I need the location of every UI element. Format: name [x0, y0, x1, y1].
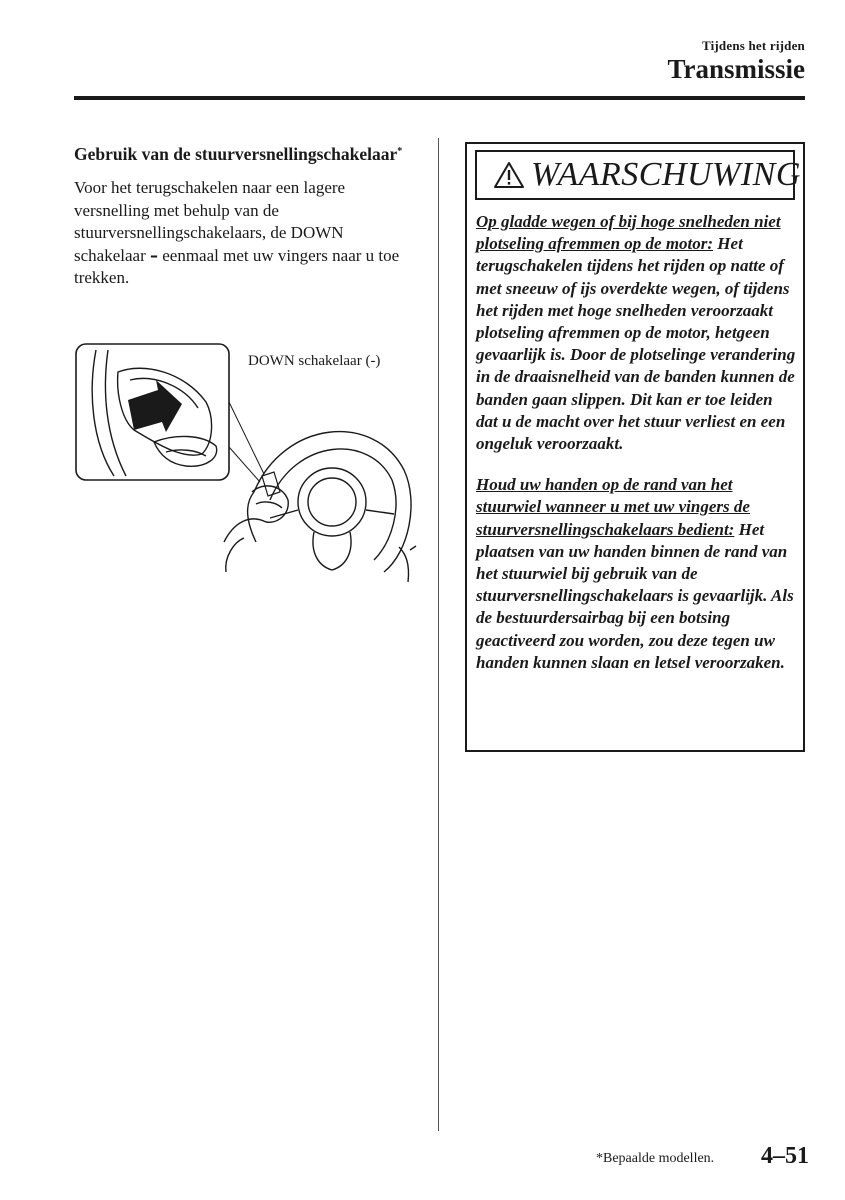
footnote-marker: *	[397, 146, 403, 157]
footnote: *Bepaalde modellen.	[596, 1151, 715, 1166]
instruction-text-part1: Voor het terugschakelen naar een lagere versnelling met behulp van de stuurversnellingschakelaars, de DOWN schakelaar	[74, 178, 346, 265]
section-heading	[74, 143, 419, 165]
column-divider	[438, 138, 439, 1131]
warning-item-lead: Houd uw handen op de rand van het stuurwiel wanneer u met uw vingers de stuurversnellingschakelaars bedient:	[476, 475, 750, 539]
pull-direction-arrow	[128, 380, 182, 432]
steering-wheel-illustration	[74, 342, 419, 592]
page-title: Transmissie	[667, 54, 805, 84]
warning-item-text: Het plaatsen van uw handen binnen de rand van het stuurwiel bij gebruik van de stuurversnellingschakelaars is gevaarlijk. Als de bestuurdersairbag bij een botsing geactiveerd zou worden, zou deze tegen uw handen kunnen slaan en letsel veroorzaken.	[476, 519, 794, 672]
minus-symbol: –	[149, 245, 158, 265]
down-switch-callout: DOWN schakelaar (-)	[248, 353, 381, 369]
instruction-text	[74, 177, 419, 290]
warning-item-lead: Op gladde wegen of bij hoge snelheden niet plotseling afremmen op de motor:	[476, 212, 781, 254]
page-number: 4–51	[761, 1143, 809, 1169]
warning-triangle-icon	[493, 161, 525, 189]
instruction-text-part2: eenmaal met uw vingers naar u toe trekken.	[74, 245, 400, 287]
warning-content	[476, 211, 798, 693]
left-column	[74, 143, 419, 290]
steering-wheel-drawing	[74, 342, 419, 592]
warning-item	[476, 211, 798, 455]
header-rule	[74, 96, 805, 100]
warning-title: WAARSCHUWING	[531, 156, 801, 193]
warning-box	[465, 142, 805, 752]
chapter-label: Tijdens het rijden	[701, 38, 805, 53]
warning-item-text: Het terugschakelen tijdens het rijden op natte of met sneeuw of ijs overdekte wegen, of tijdens het rijden met hoge snelheden veroorzaakt plotseling afremmen op de motor, hetgeen gevaarlijk is. Door de plotselinge verandering in de draaisnelheid van de banden kunnen de banden gaan slippen. Dit kan er toe leiden dat u de macht over het stuur verliest en een ongeluk veroorzaakt.	[476, 234, 796, 454]
warning-header	[475, 150, 801, 200]
warning-item	[476, 474, 798, 674]
section-heading-text: Gebruik van de stuurversnellingschakelaar	[74, 144, 398, 164]
